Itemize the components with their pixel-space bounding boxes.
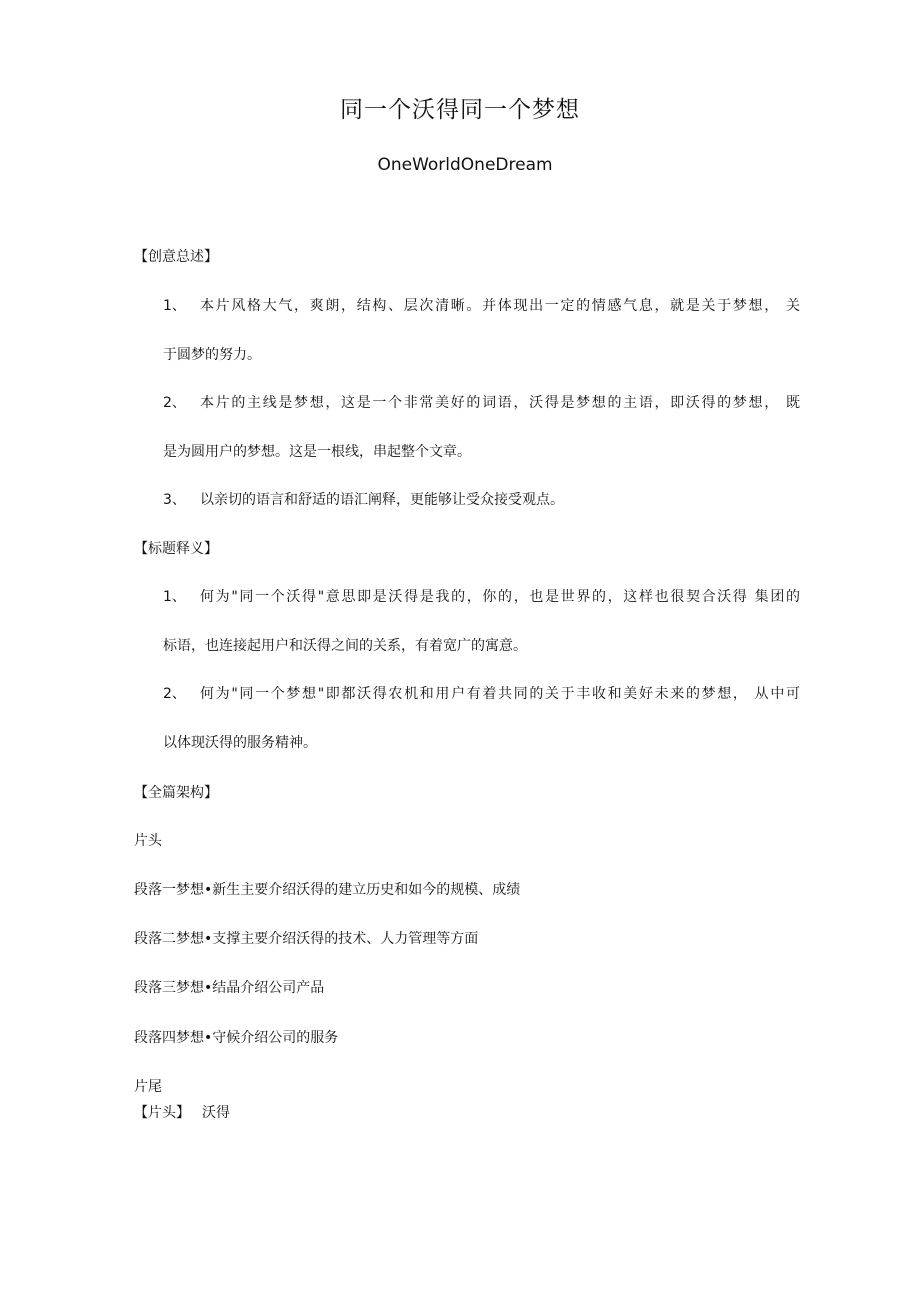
creative-item-2-continuation: 是为圆用户的梦想。这是一根线，串起整个文章。 [163, 444, 471, 460]
structure-line-paragraph-4: 段落四梦想•守候介绍公司的服务 [134, 1030, 339, 1046]
opening-heading-label: 【片头】 [134, 1105, 190, 1121]
creative-item-2-text: 本片的主线是梦想，这是一个非常美好的词语，沃得是梦想的主语，即沃得的梦想， 既 [200, 395, 800, 411]
creative-item-3-text: 以亲切的语言和舒适的语汇阐释，更能够让受众接受观点。 [200, 492, 564, 508]
document-subtitle: OneWorldOneDream [377, 155, 553, 175]
creative-item-1-continuation: 于圆梦的努力。 [163, 347, 261, 363]
section-heading-structure: 【全篇架构】 [134, 785, 218, 801]
structure-line-ending: 片尾 [134, 1079, 162, 1095]
title-item-1-text: 何为"同一个沃得"意思即是沃得是我的，你的，也是世界的，这样也很契合沃得 集团的 [200, 589, 800, 605]
creative-item-1-number: 1、 [163, 298, 186, 314]
title-item-2-continuation: 以体现沃得的服务精神。 [163, 735, 317, 751]
section-heading-opening [134, 1102, 230, 1124]
structure-line-paragraph-1: 段落一梦想•新生主要介绍沃得的建立历史和如今的规模、成绩 [134, 882, 521, 898]
section-heading-title-meaning: 【标题释义】 [134, 541, 218, 557]
structure-line-paragraph-2: 段落二梦想•支撑主要介绍沃得的技术、人力管理等方面 [134, 931, 479, 947]
structure-line-opening: 片头 [134, 833, 162, 849]
title-item-1-continuation: 标语，也连接起用户和沃得之间的关系，有着宽广的寓意。 [163, 638, 527, 654]
section-heading-creative: 【创意总述】 [134, 249, 218, 265]
creative-item-2-number: 2、 [163, 395, 186, 411]
title-item-2-text: 何为"同一个梦想"即都沃得农机和用户有着共同的关于丰收和美好未来的梦想， 从中可 [200, 686, 800, 702]
title-item-2-number: 2、 [163, 686, 186, 702]
structure-line-paragraph-3: 段落三梦想•结晶介绍公司产品 [134, 980, 325, 996]
opening-heading-text: 沃得 [202, 1105, 230, 1121]
creative-item-1-text: 本片风格大气，爽朗，结构、层次清晰。并体现出一定的情感气息，就是关于梦想， 关 [200, 298, 800, 314]
creative-item-3-number: 3、 [163, 492, 186, 508]
title-item-1-number: 1、 [163, 589, 186, 605]
document-title: 同一个沃得同一个梦想 [340, 97, 580, 123]
